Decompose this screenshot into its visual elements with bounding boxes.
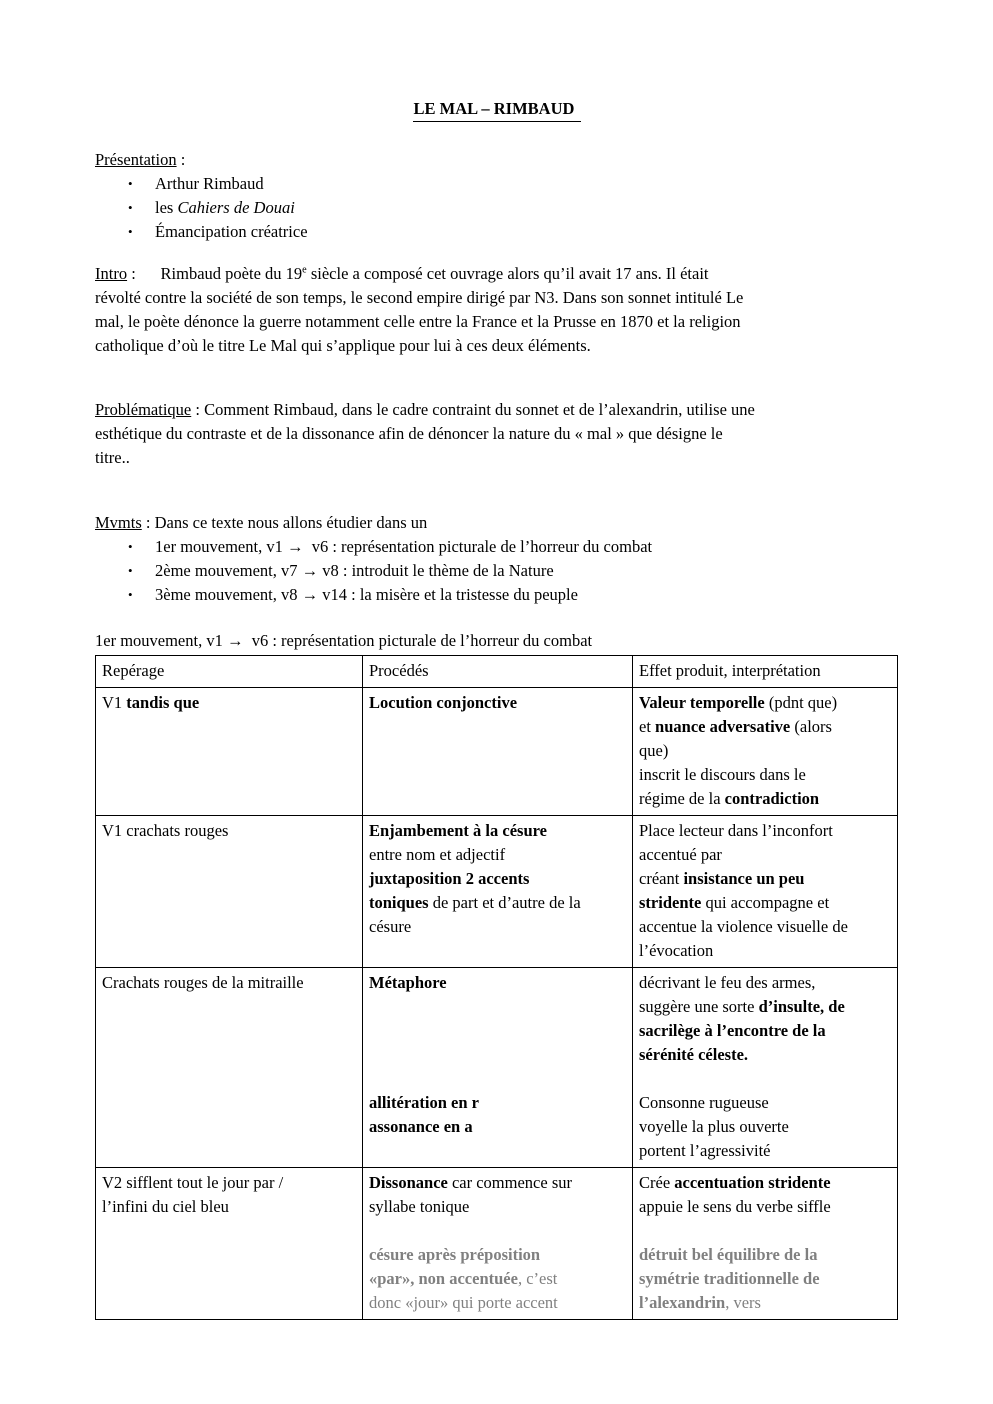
cell-procedes: Métaphore allitération en r assonance en a: [363, 968, 633, 1168]
table-row: [96, 1168, 898, 1320]
bullet-text: 1er mouvement, v1 → v6 : représentation picturale de l’horreur du combat: [155, 537, 653, 556]
table-row: [96, 816, 898, 968]
mvmts-section: [95, 511, 899, 607]
cell-reperage: V1 tandis que: [96, 688, 363, 816]
mvmts-heading: Mvmts : Dans ce texte nous allons étudier dans un: [95, 513, 428, 532]
cell-procedes: Enjambement à la césure entre nom et adjectif juxtaposition 2 accents toniques de part et d’autre de la césure: [363, 816, 633, 968]
bullet-icon: •: [128, 224, 133, 239]
list-item: [128, 220, 899, 244]
bullet-text: 3ème mouvement, v8 → v14 : la misère et la tristesse du peuple: [155, 585, 578, 604]
document-title: [95, 97, 899, 122]
column-header-reperage: Repérage: [96, 656, 363, 688]
cell-procedes: Locution conjonctive: [363, 688, 633, 816]
cell-effet: décrivant le feu des armes, suggère une sorte d’insulte, de sacrilège à l’encontre de la sérénité céleste. Consonne rugueuse voyelle la plus ouverte portent l’agressivité: [633, 968, 898, 1168]
bullet-icon: •: [128, 539, 133, 554]
bullet-icon: •: [128, 176, 133, 191]
cell-reperage: Crachats rouges de la mitraille: [96, 968, 363, 1168]
cell-reperage: V2 sifflent tout le jour par / l’infini du ciel bleu: [96, 1168, 363, 1320]
intro-paragraph: Intro : Rimbaud poète du 19e siècle a composé cet ouvrage alors qu’il avait 17 ans. Il était révolté contre la société de son temps, le second empire dirigé par N3. Dans son sonnet intitulé Le mal, le poète dénonce la guerre notamment celle entre la France et la Prusse en 1870 et la religion catholique d’où le titre Le Mal qui s’applique pour lui à ces deux éléments.: [95, 264, 744, 355]
cell-reperage: V1 crachats rouges: [96, 816, 363, 968]
cell-effet: Place lecteur dans l’inconfort accentué par créant insistance un peu stridente qui accompagne et accentue la violence visuelle de l’évocation: [633, 816, 898, 968]
bullet-text: Arthur Rimbaud: [155, 174, 264, 193]
column-header-procedes: Procédés: [363, 656, 633, 688]
column-header-effet: Effet produit, interprétation: [633, 656, 898, 688]
document-title-text: LE MAL – RIMBAUD: [413, 97, 582, 122]
bullet-text: 2ème mouvement, v7 → v8 : introduit le thème de la Nature: [155, 561, 554, 580]
cell-procedes: Dissonance car commence sur syllabe tonique césure après préposition «par», non accentuée, c’est donc «jour» qui porte accent: [363, 1168, 633, 1320]
presentation-heading: Présentation :: [95, 150, 186, 169]
bullet-icon: •: [128, 587, 133, 602]
problematique-paragraph: Problématique : Comment Rimbaud, dans le cadre contraint du sonnet et de l’alexandrin, utilise une esthétique du contraste et de la dissonance afin de dénoncer la nature du « mal » que désigne le titre..: [95, 400, 755, 467]
bullet-text: les Cahiers de Douai: [155, 198, 295, 217]
list-item: [128, 535, 899, 559]
presentation-section: [95, 148, 899, 244]
list-item: [128, 196, 899, 220]
bullet-text: Émancipation créatrice: [155, 222, 308, 241]
list-item: [128, 172, 899, 196]
presentation-bullet-list: [128, 172, 899, 244]
analysis-table: [95, 655, 898, 1320]
table-row: [96, 968, 898, 1168]
list-item: [128, 559, 899, 583]
cell-effet: Crée accentuation stridente appuie le sens du verbe siffle détruit bel équilibre de la symétrie traditionnelle de l’alexandrin, vers: [633, 1168, 898, 1320]
bullet-icon: •: [128, 563, 133, 578]
table-header-row: [96, 656, 898, 688]
cell-effet: Valeur temporelle (pdnt que) et nuance adversative (alors que) inscrit le discours dans le régime de la contradiction: [633, 688, 898, 816]
table-row: [96, 688, 898, 816]
mvmts-bullet-list: [128, 535, 899, 607]
bullet-icon: •: [128, 200, 133, 215]
list-item: [128, 583, 899, 607]
movement-caption: 1er mouvement, v1 → v6 : représentation picturale de l’horreur du combat: [95, 631, 593, 650]
